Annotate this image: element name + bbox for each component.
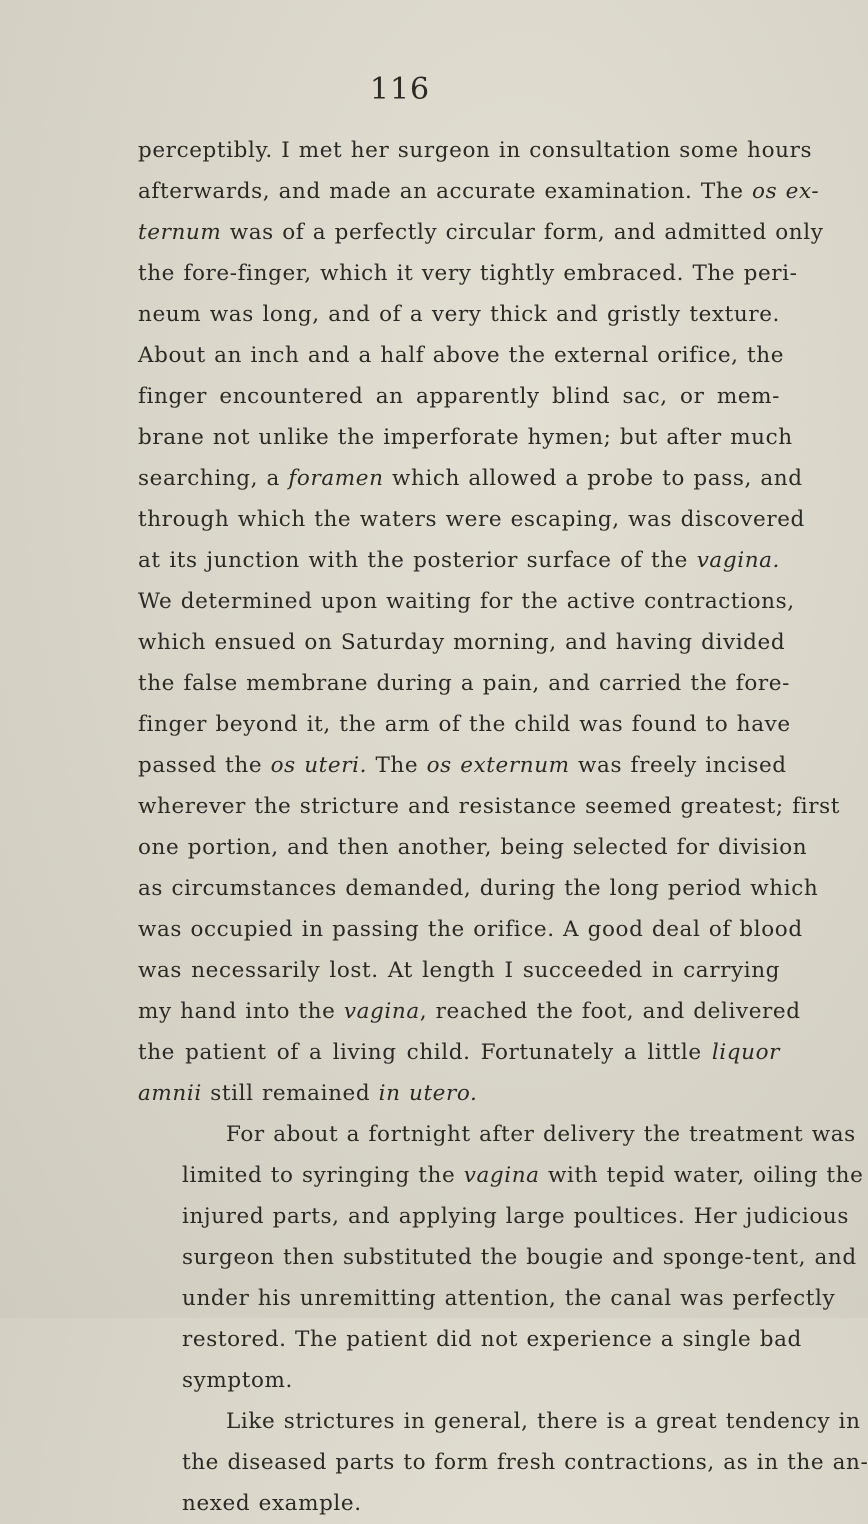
text-line [138,376,780,417]
text-line [138,417,793,458]
text-line [138,294,780,335]
italic-term: amnii [138,1081,202,1106]
text-run: the diseased parts to form fresh contractions, as in the an- [182,1450,868,1475]
text-run: limited to syringing the [182,1163,464,1188]
text-line [138,540,780,581]
text-run: We determined upon waiting for the active contractions, [138,589,795,614]
text-line [138,212,824,253]
italic-term: in utero. [378,1081,478,1106]
text-line [138,1483,780,1524]
italic-term: foramen [288,466,384,491]
text-line [138,1319,802,1360]
text-line [138,499,805,540]
text-line [138,1360,780,1401]
text-line [138,130,813,171]
text-line [138,171,820,212]
text-run: which ensued on Saturday morning, and having divided [138,630,786,655]
text-run: brane not unlike the imperforate hymen; but after much [138,425,793,450]
text-run: was freely incised [569,753,787,778]
text-run: under his unremitting attention, the canal was perfectly [182,1286,836,1311]
paragraph [138,130,840,1114]
text-run: the fore-finger, which it very tightly embraced. The peri- [138,261,798,286]
text-line [138,335,785,376]
text-line [138,950,780,991]
text-run: finger beyond it, the arm of the child was found to have [138,712,791,737]
text-line [138,1114,856,1155]
text-line [138,1401,861,1442]
text-run: For about a fortnight after delivery the treatment was [226,1122,856,1147]
text-run: afterwards, and made an accurate examination. The [138,179,753,204]
italic-term: os uteri. [270,753,368,778]
italic-term: os ex- [752,179,820,204]
text-run: neum was long, and of a very thick and gristly texture. [138,302,780,327]
italic-term: ternum [138,220,222,245]
text-run: was of a perfectly circular form, and admitted only [221,220,824,245]
text-run: through which the waters were escaping, was discovered [138,507,805,532]
italic-term: liquor [711,1040,780,1065]
text-line [138,253,798,294]
text-line [138,458,803,499]
text-line [138,1073,780,1114]
text-run: was necessarily lost. At length I succeeded in carrying [138,958,780,983]
body-text [138,130,868,1524]
text-line [138,1278,836,1319]
text-line [138,1237,857,1278]
text-run: searching, a [138,466,289,491]
text-run: finger encountered an apparently blind sac, or mem- [138,384,780,409]
text-line [138,745,787,786]
text-run: nexed example. [182,1491,362,1516]
text-line [138,1155,864,1196]
text-run: perceptibly. I met her surgeon in consultation some hours [138,138,813,163]
text-run: the patient of a living child. Fortunately a little [138,1040,712,1065]
italic-term: os externum [426,753,570,778]
paragraph [138,1114,864,1401]
text-line [138,827,808,868]
text-line [138,622,786,663]
text-run: restored. The patient did not experience a single bad [182,1327,802,1352]
text-run: About an inch and a half above the external orifice, the [138,343,785,368]
italic-term: vagina. [696,548,780,573]
text-run: Like strictures in general, there is a great tendency in [226,1409,861,1434]
text-run: was occupied in passing the orifice. A good deal of blood [138,917,803,942]
page-number: 116 [369,72,431,107]
text-line [138,1442,868,1483]
text-line [138,663,790,704]
text-run: passed the [138,753,271,778]
text-line [138,704,791,745]
text-run: my hand into the [138,999,344,1024]
text-line [138,786,840,827]
italic-term: vagina [343,999,420,1024]
text-line [138,868,819,909]
text-run: at its junction with the posterior surface of the [138,548,697,573]
italic-term: vagina [463,1163,540,1188]
text-line [138,1196,849,1237]
text-line [138,581,795,622]
text-run: symptom. [182,1368,293,1393]
text-run: which allowed a probe to pass, and [383,466,803,491]
text-run: as circumstances demanded, during the long period which [138,876,819,901]
text-run: still remained [201,1081,379,1106]
text-run: surgeon then substituted the bougie and sponge-tent, and [182,1245,857,1270]
text-run: The [367,753,427,778]
text-line [138,991,801,1032]
text-run: , reached the foot, and delivered [419,999,801,1024]
text-run: injured parts, and applying large poultices. Her judicious [182,1204,849,1229]
text-run: with tepid water, oiling the [539,1163,864,1188]
text-run: one portion, and then another, being selected for division [138,835,808,860]
text-line [138,909,803,950]
text-run: wherever the stricture and resistance seemed greatest; first [138,794,840,819]
paragraph [138,1401,868,1524]
text-line [138,1032,780,1073]
text-run: the false membrane during a pain, and carried the fore- [138,671,790,696]
